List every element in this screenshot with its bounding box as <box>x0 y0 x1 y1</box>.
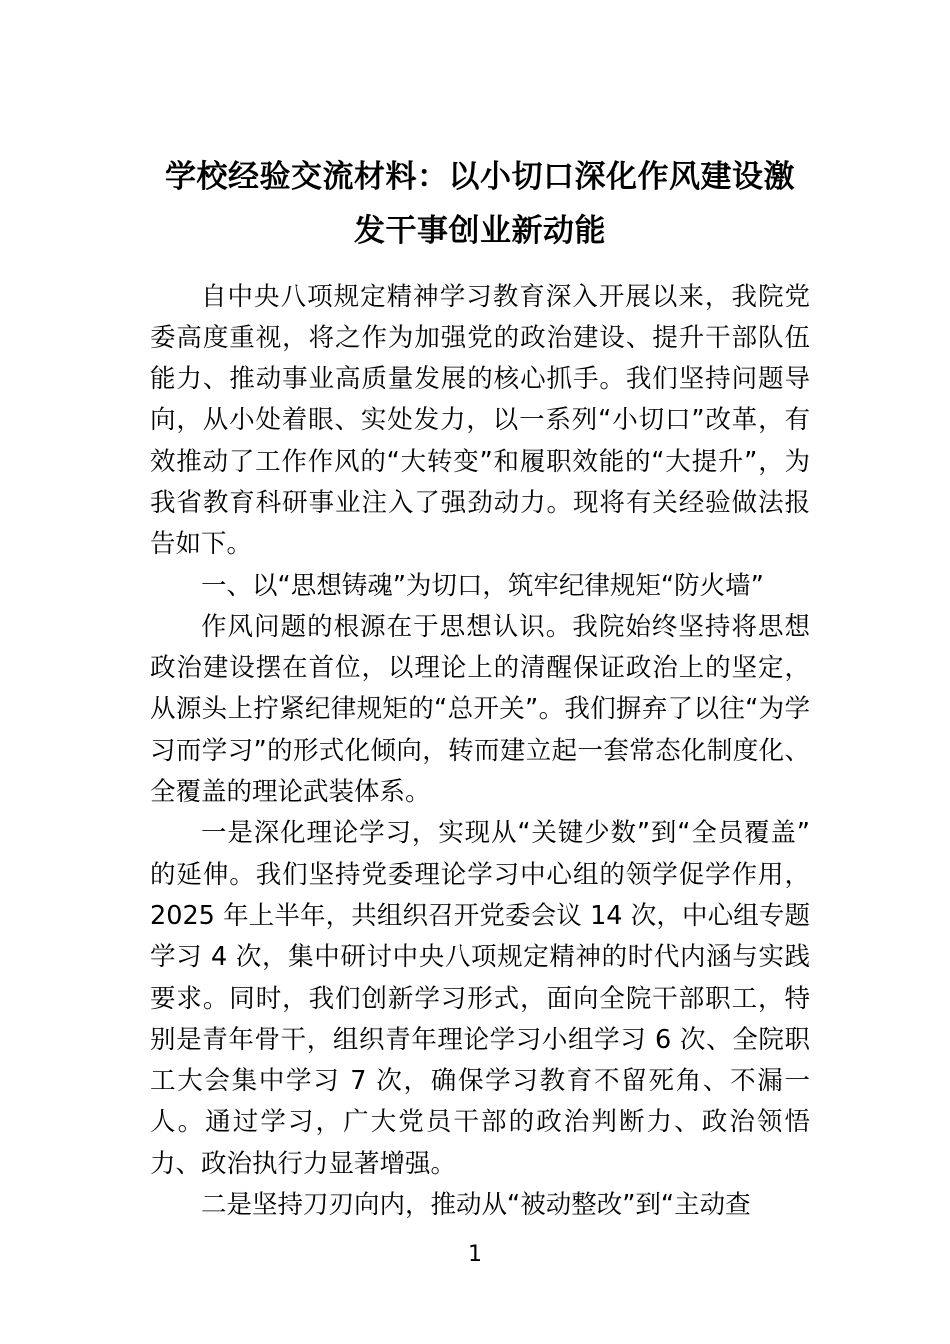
paragraph-3: 一是深化理论学习，实现从“关键少数”到“全员覆盖”的延伸。我们坚持党委理论学习中心组的领学促学作用，2025 年上半年，共组织召开党委会议 14 次，中心组专题学习 4 次，集中研讨中央八项规定精神的时代内涵与实践要求。同时，我们创新学习形式，面向全院干部职工，特别是青年骨干，组织青年理论学习小组学习 6 次、全院职工大会集中学习 7 次，确保学习教育不留死角、不漏一人。通过学习，广大党员干部的政治判断力、政治领悟力、政治执行力显著增强。 <box>150 818 810 1179</box>
paragraph-4: 二是坚持刀刃向内，推动从“被动整改”到“主动查 <box>201 1190 751 1221</box>
paragraph-2: 作风问题的根源在于思想认识。我院始终坚持将思想政治建设摆在首位，以理论上的清醒保证政治上的坚定，从源头上拧紧纪律规矩的“总开关”。我们摒弃了以往“为学习而学习”的形式化倾向，转而建立起一套常态化制度化、全覆盖的理论武装体系。 <box>150 611 810 808</box>
section-heading-1: 一、以“思想铸魂”为切口，筑牢纪律规矩“防火墙” <box>201 570 764 601</box>
page-number: 1 <box>468 1242 482 1267</box>
paragraph-1: 自中央八项规定精神学习教育深入开展以来，我院党委高度重视，将之作为加强党的政治建设、提升干部队伍能力、推动事业高质量发展的核心抓手。我们坚持问题导向，从小处着眼、实处发力，以一系列“小切口”改革，有效推动了工作作风的“大转变”和履职效能的“大提升”，为我省教育科研事业注入了强劲动力。现将有关经验做法报告如下。 <box>150 281 810 560</box>
page-title: 学校经验交流材料：以小切口深化作风建设激发干事创业新动能 <box>165 159 795 250</box>
